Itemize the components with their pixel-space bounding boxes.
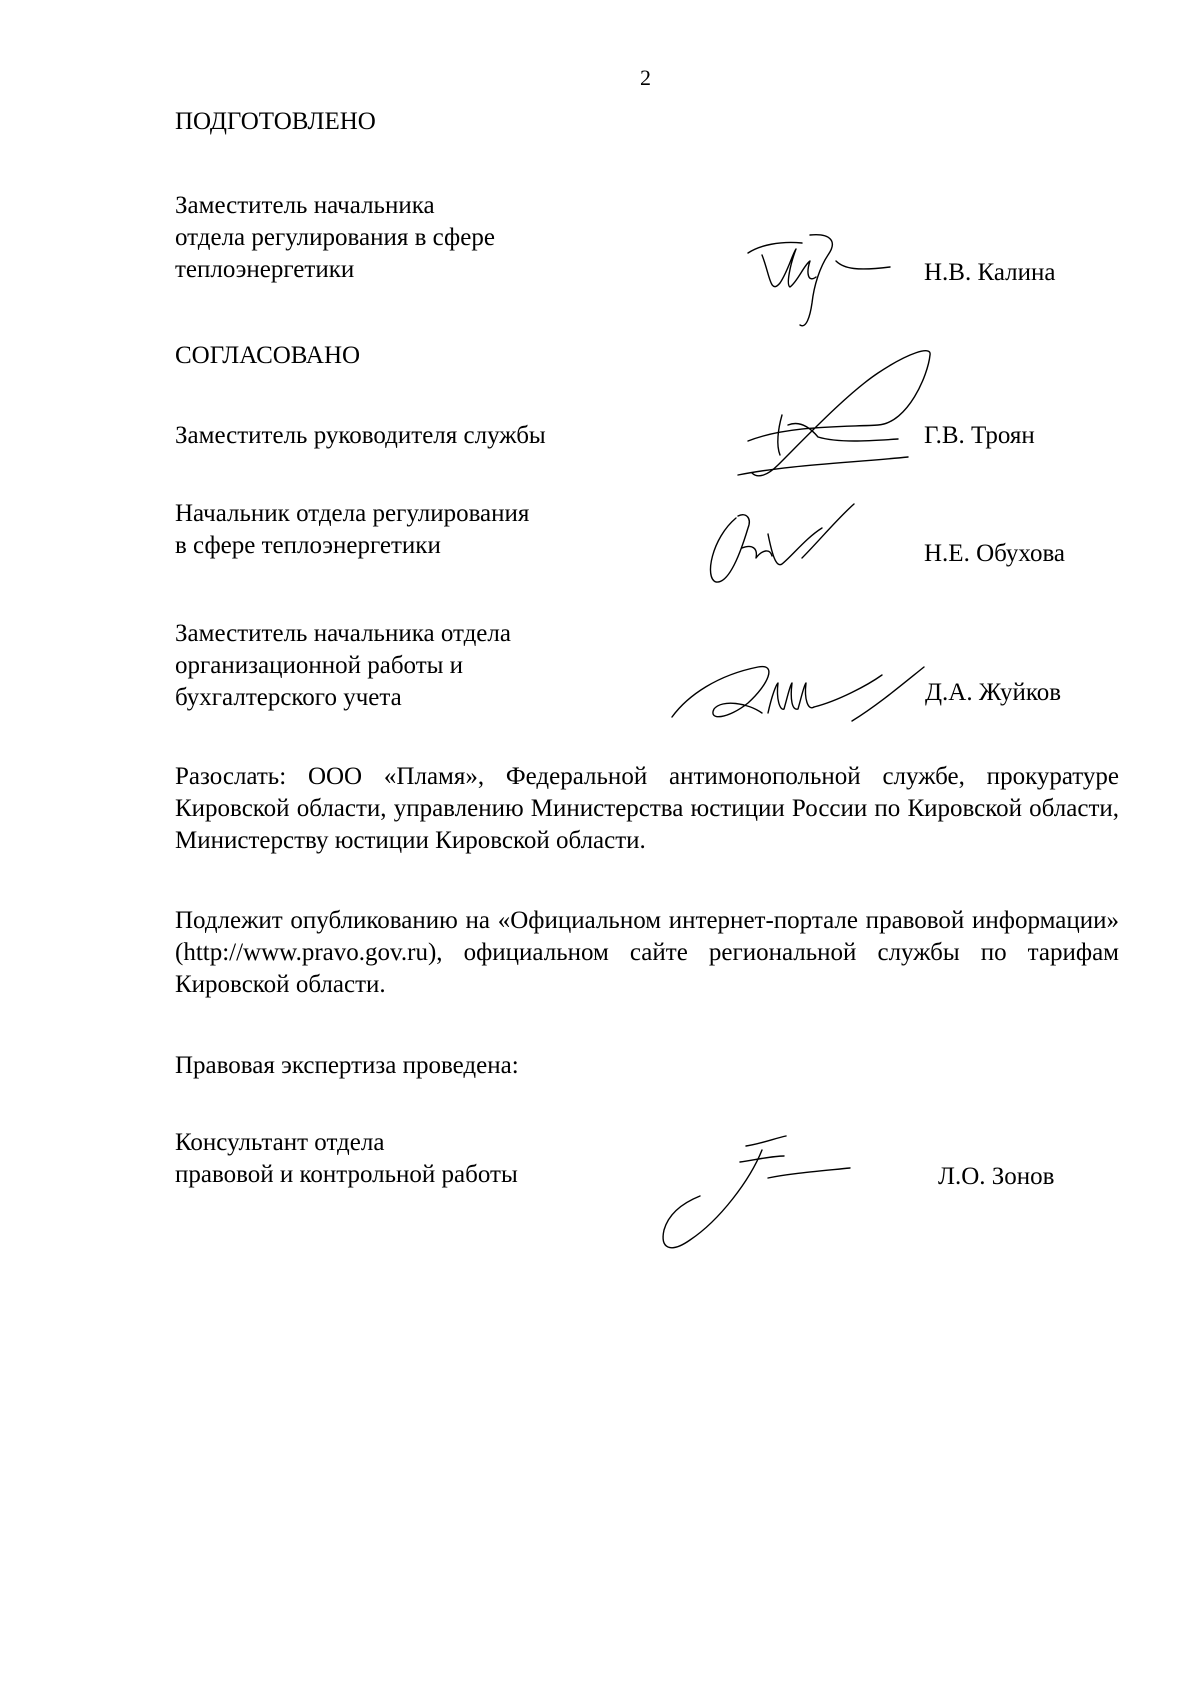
position-line: Заместитель начальника отдела <box>175 620 511 647</box>
prepared-heading: ПОДГОТОВЛЕНО <box>175 108 376 135</box>
position-line: в сфере теплоэнергетики <box>175 532 441 559</box>
agreed-signer-1-name: Г.В. Троян <box>924 422 1035 449</box>
legal-review-name: Л.О. Зонов <box>938 1163 1055 1190</box>
agreed-heading: СОГЛАСОВАНО <box>175 342 361 369</box>
signature-kalina <box>740 225 900 330</box>
page-number: 2 <box>640 65 651 90</box>
agreed-signer-3-position <box>175 618 511 714</box>
agreed-signer-2-position <box>175 498 529 562</box>
position-line: правовой и контрольной работы <box>175 1161 518 1188</box>
position-line: организационной работы и <box>175 652 464 679</box>
prepared-name: Н.В. Калина <box>924 259 1056 286</box>
legal-review-heading: Правовая экспертиза проведена: <box>175 1052 519 1079</box>
position-line: теплоэнергетики <box>175 256 355 283</box>
position-line: Начальник отдела регулирования <box>175 500 530 527</box>
agreed-signer-3-name: Д.А. Жуйков <box>925 679 1062 706</box>
signature-troyan <box>728 345 943 485</box>
position-line: Заместитель начальника <box>175 192 435 219</box>
prepared-position <box>175 190 495 286</box>
signature-zonov <box>650 1130 870 1260</box>
signature-obukhova <box>702 498 862 598</box>
agreed-signer-2-name: Н.Е. Обухова <box>924 540 1066 567</box>
position-line: Заместитель руководителя службы <box>175 422 546 449</box>
agreed-signer-1-position <box>175 420 546 452</box>
signature-zhuykov <box>668 655 930 731</box>
position-line: отдела регулирования в сфере <box>175 224 495 251</box>
position-line: Консультант отдела <box>175 1129 385 1156</box>
legal-review-position <box>175 1127 518 1191</box>
position-line: бухгалтерского учета <box>175 684 402 711</box>
distribution-paragraph: Разослать: ООО «Пламя», Федеральной антимонопольной службе, прокуратуре Кировской области, управлению Министерства юстиции России по Кировской области, Министерству юстиции Кировской области. <box>175 763 1119 854</box>
publication-paragraph: Подлежит опубликованию на «Официальном интернет-портале правовой информации» (http://www.pravo.gov.ru), официальном сайте региональной службы по тарифам Кировской области. <box>175 907 1119 998</box>
